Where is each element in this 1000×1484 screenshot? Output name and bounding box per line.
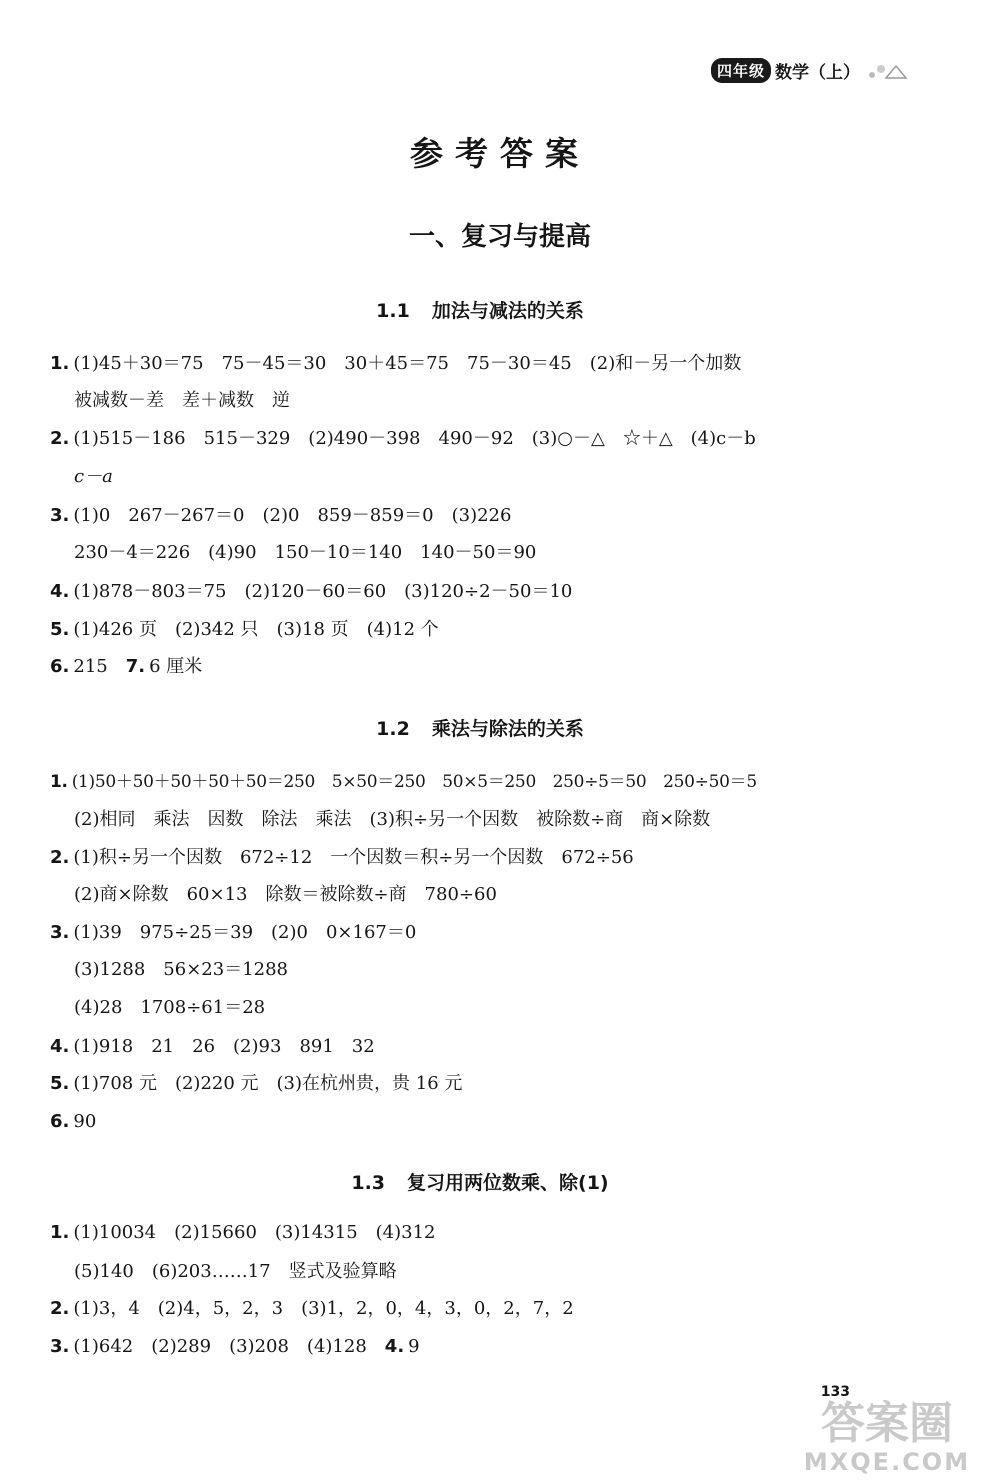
page-title: 参考答案 xyxy=(410,134,590,173)
answer-line xyxy=(74,996,265,1020)
question-number: 5. xyxy=(50,1073,70,1094)
question-number: 4. xyxy=(384,1336,405,1357)
answer-text: 90 xyxy=(73,1111,97,1132)
answer-line xyxy=(50,580,572,604)
answer-line xyxy=(50,1335,420,1359)
answer-line xyxy=(74,389,290,413)
subject-label: 数学（上） xyxy=(775,63,860,83)
answer-text: (1)0 267－267＝0 (2)0 859－859＝0 (3)226 xyxy=(73,505,512,526)
answer-text: (1)515－186 515－329 (2)490－398 490－92 (3)○－△ ☆＋△ (4)c－b xyxy=(73,428,756,449)
answer-line xyxy=(50,1221,436,1245)
question-number: 3. xyxy=(50,505,70,526)
question-number: 1. xyxy=(50,1222,70,1243)
answer-text: (1)45＋30＝75 75－45＝30 30＋45＝75 75－30＝45 (2)和－另一个加数 xyxy=(73,353,742,374)
answer-text: (1)积÷另一个因数 672÷12 一个因数＝积÷另一个因数 672÷56 xyxy=(73,847,634,868)
answer-text: 230－4＝226 (4)90 150－10＝140 140－50＝90 xyxy=(74,542,537,563)
answer-line xyxy=(50,504,511,528)
grade-badge: 四年级 xyxy=(711,58,771,83)
answer-text: (1)426 页 (2)342 只 (3)18 页 (4)12 个 xyxy=(73,619,439,640)
answer-text: (1)39 975÷25＝39 (2)0 0×167＝0 xyxy=(73,922,417,943)
question-number: 5. xyxy=(50,619,70,640)
answer-text: (1)10034 (2)15660 (3)14315 (4)312 xyxy=(73,1222,436,1243)
question-number: 7. xyxy=(125,656,146,677)
answer-text: (1)3，4 (2)4，5，2，3 (3)1，2，0，4，3，0，2，7，2 xyxy=(73,1298,574,1319)
answer-line xyxy=(74,541,536,565)
question-number: 4. xyxy=(50,581,70,602)
page-header xyxy=(711,58,908,83)
answer-line xyxy=(50,427,756,451)
answer-text: (5)140 (6)203……17 竖式及验算略 xyxy=(74,1261,397,1282)
answer-text: (3)1288 56×23＝1288 xyxy=(74,959,289,980)
question-number: 2. xyxy=(50,847,70,868)
answer-line xyxy=(50,352,741,376)
watermark-url: MXQE.COM xyxy=(803,1448,971,1476)
answer-text: 9 xyxy=(408,1336,420,1357)
answer-line xyxy=(50,921,416,945)
section-name: 复习用两位数乘、除(1) xyxy=(407,1172,609,1194)
answer-text: 215 xyxy=(73,656,126,677)
section-number: 1.1 xyxy=(376,300,410,322)
question-number: 6. xyxy=(50,656,70,677)
answer-text: (4)28 1708÷61＝28 xyxy=(74,997,266,1018)
answer-line xyxy=(50,1035,375,1059)
section-title-1-2 xyxy=(0,714,960,741)
answer-line xyxy=(50,618,439,642)
section-title-1-1 xyxy=(0,296,960,323)
watermark xyxy=(782,1400,992,1476)
section-name: 乘法与除法的关系 xyxy=(431,718,584,740)
chapter-title: 一、复习与提高 xyxy=(408,222,591,252)
question-number: 1. xyxy=(50,353,70,374)
question-number: 3. xyxy=(50,922,70,943)
section-number: 1.2 xyxy=(376,718,410,740)
answer-line xyxy=(50,1297,574,1321)
answer-line xyxy=(74,1260,397,1284)
answer-line xyxy=(74,808,710,832)
answer-text: (1)878－803＝75 (2)120－60＝60 (3)120÷2－50＝10 xyxy=(73,581,573,602)
answer-text: (1)708 元 (2)220 元 (3)在杭州贵，贵 16 元 xyxy=(73,1073,463,1094)
answer-line xyxy=(50,770,757,794)
question-number: 6. xyxy=(50,1111,70,1132)
question-number: 1. xyxy=(50,772,68,792)
answer-line xyxy=(50,1110,96,1134)
answer-line xyxy=(74,883,497,907)
answer-text: (2)相同 乘法 因数 除法 乘法 (3)积÷另一个因数 被除数÷商 商×除数 xyxy=(74,809,711,830)
answer-line xyxy=(50,655,202,679)
question-number: 3. xyxy=(50,1336,70,1357)
answer-line xyxy=(50,846,634,870)
answer-line xyxy=(74,958,288,982)
answer-line xyxy=(74,465,113,489)
page-number: 133 xyxy=(820,1384,850,1400)
answer-text: (1)918 21 26 (2)93 891 32 xyxy=(73,1036,375,1057)
answer-text: 被减数－差 差＋减数 逆 xyxy=(74,390,290,411)
decoration-icon xyxy=(864,60,908,82)
question-number: 4. xyxy=(50,1036,70,1057)
section-title-1-3 xyxy=(0,1168,960,1195)
answer-text: (2)商×除数 60×13 除数＝被除数÷商 780÷60 xyxy=(74,884,497,905)
section-name: 加法与减法的关系 xyxy=(431,300,584,322)
answer-text: c－a xyxy=(74,466,113,487)
question-number: 2. xyxy=(50,1298,70,1319)
section-number: 1.3 xyxy=(351,1172,386,1194)
question-number: 2. xyxy=(50,428,70,449)
answer-text: (1)50＋50＋50＋50＋50＝250 5×50＝250 50×5＝250 250÷5＝50 250÷50＝5 xyxy=(71,772,757,792)
answer-line xyxy=(50,1072,462,1096)
watermark-logo-text: 答案圈 xyxy=(821,1398,953,1449)
answer-text: 6 厘米 xyxy=(149,656,203,677)
answer-text: (1)642 (2)289 (3)208 (4)128 xyxy=(73,1336,385,1357)
